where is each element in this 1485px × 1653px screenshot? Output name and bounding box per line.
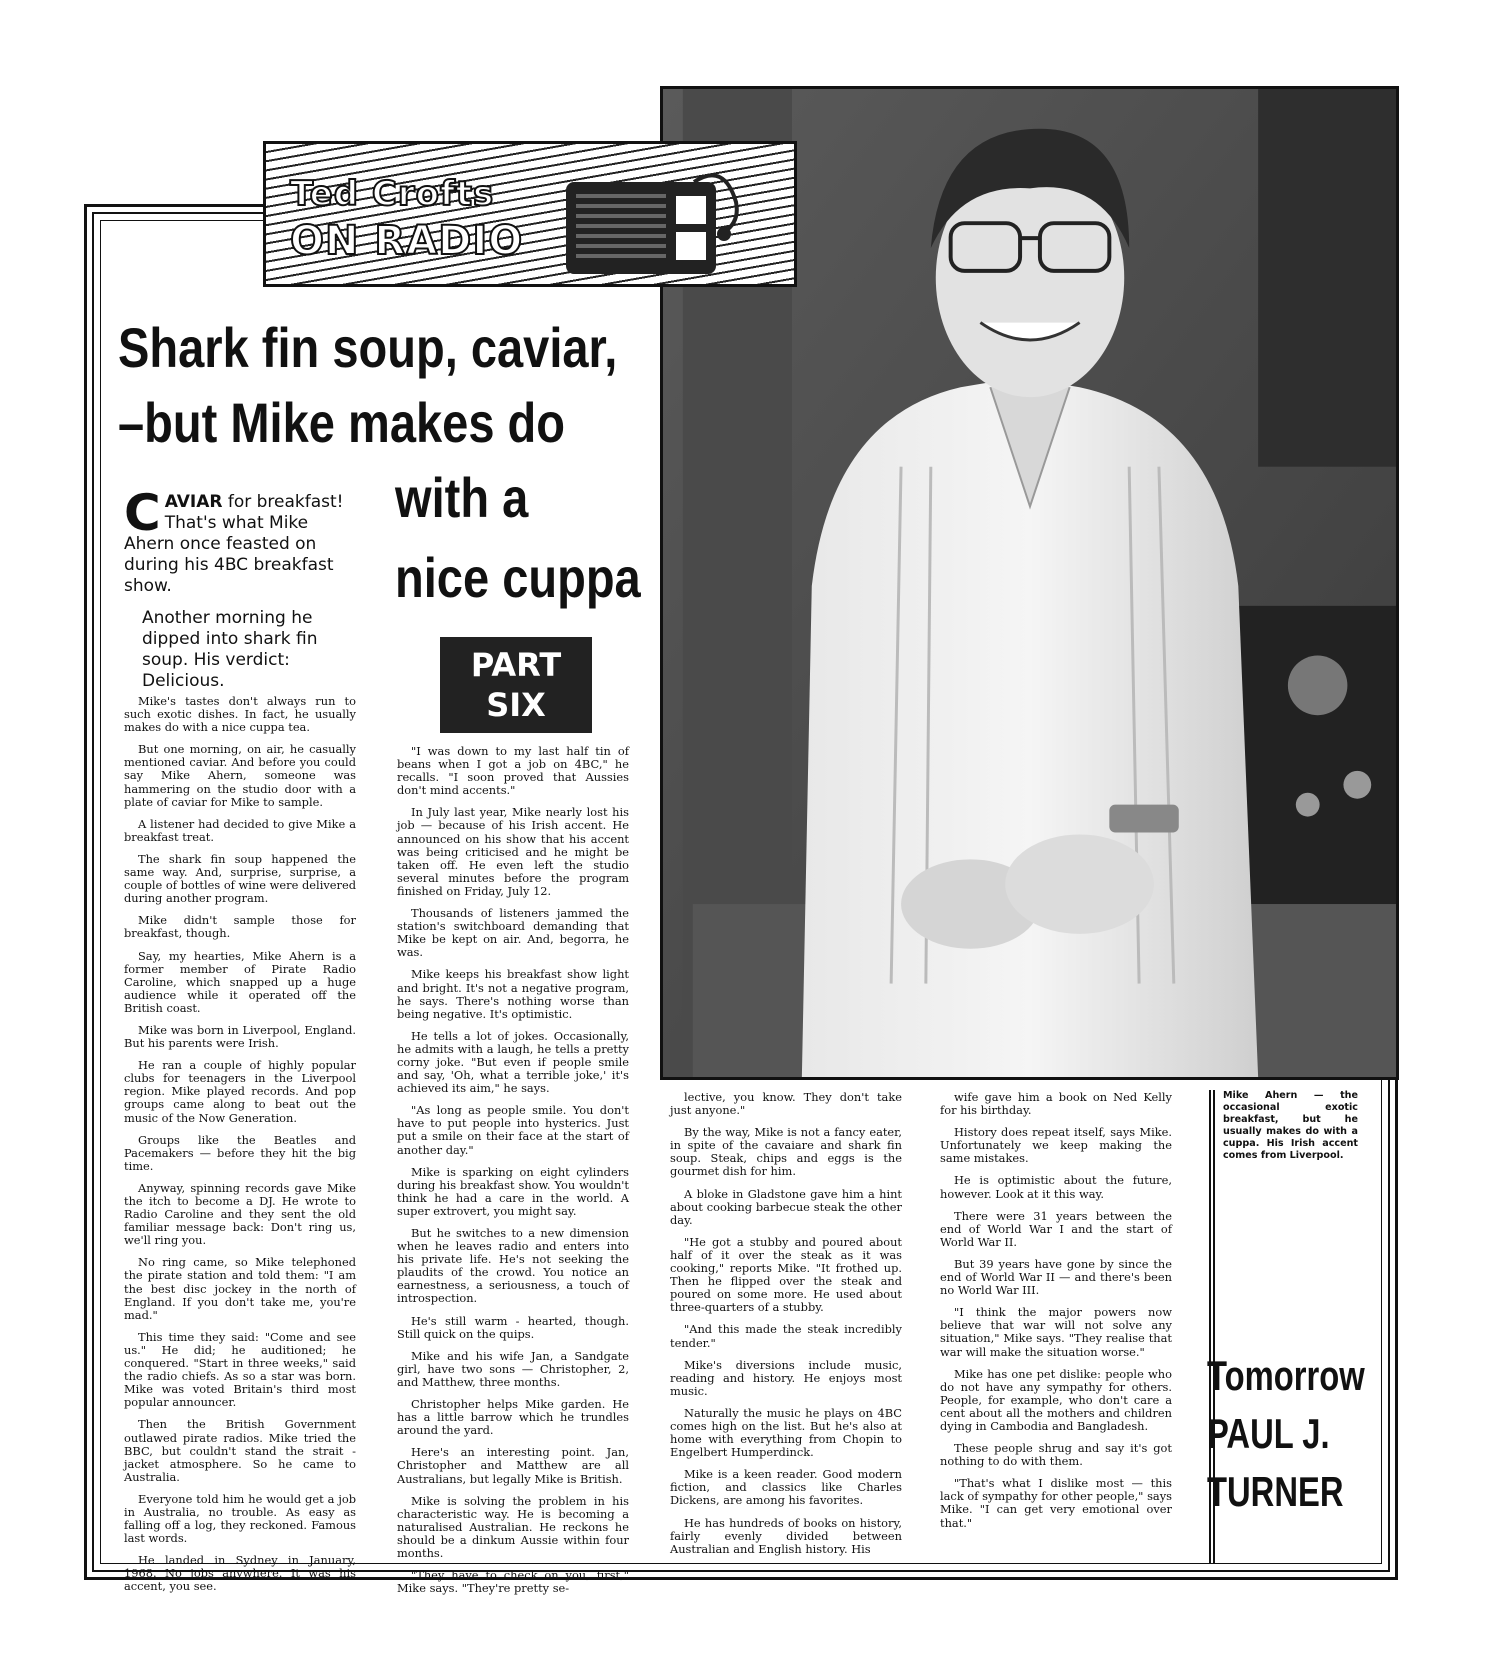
article-paragraph: "They have to check on you, first," Mike says. "They're pretty se-: [397, 1568, 629, 1596]
article-paragraph: Mike was born in Liverpool, England. But his parents were Irish.: [124, 1022, 356, 1051]
part-badge-line-2: SIX: [486, 686, 546, 724]
article-column-4: [940, 1091, 1172, 1539]
article-paragraph: "He got a stubby and poured about half of it over the steak as it was cooking," reports Mike. "It frothed up. Then he flipped over the steak and poured on some more. He used about three-quarters of a stubby.: [670, 1234, 902, 1315]
article-paragraph: wife gave him a book on Ned Kelly for his birthday.: [940, 1090, 1172, 1118]
tomorrow-line-3: TURNER: [1207, 1468, 1344, 1515]
article-paragraph: Mike didn't sample those for breakfast, though.: [124, 913, 356, 941]
article-paragraph: But one morning, on air, he casually mentioned caviar. And before you could say Mike Ahern, someone was hammering on the studio door with a plate of caviar for Mike to sample.: [124, 742, 356, 809]
article-paragraph: A listener had decided to give Mike a breakfast treat.: [124, 816, 356, 844]
article-column-1: [124, 695, 356, 1603]
article-paragraph: Here's an interesting point. Jan, Christopher and Matthew are all Australians, but legally Mike is British.: [397, 1445, 629, 1486]
article-paragraph: Then the British Government outlawed pirate radios. Mike tried the BBC, but couldn't stand the strait - jacket atmosphere. So he came to Australia.: [124, 1417, 356, 1484]
article-paragraph: Thousands of listeners jammed the station's switchboard demanding that Mike be kept on air. And, begorra, he was.: [397, 906, 629, 960]
article-paragraph: In July last year, Mike nearly lost his job — because of his Irish accent. He announced on his show that his accent was being criticised and he might be taken off. He even left the studio several minutes before the program finished on Friday, July 12.: [397, 805, 629, 898]
article-paragraph: Mike has one pet dislike: people who do not have any sympathy for others. People, for example, who don't care a cent about all the mothers and children dying in Cambodia and Bangladesh.: [940, 1366, 1172, 1433]
article-paragraph: A bloke in Gladstone gave him a hint about cooking barbecue steak the other day.: [670, 1186, 902, 1227]
part-badge-line-1: PART: [470, 646, 562, 684]
article-paragraph: He landed in Sydney in January, 1968. No jobs anywhere. It was his accent, you see.: [124, 1553, 356, 1594]
article-paragraph: Mike's tastes don't always run to such exotic dishes. In fact, he usually makes do with a nice cuppa tea.: [124, 694, 356, 735]
article-paragraph: He ran a couple of highly popular clubs for teenagers in the Liverpool region. Mike played records. And pop groups came along to beat out the music of the Now Generation.: [124, 1058, 356, 1125]
article-paragraph: He has hundreds of books on history, fairly evenly divided between Australian and English history. His: [670, 1515, 902, 1556]
article-paragraph: These people shrug and say it's got nothing to do with them.: [940, 1441, 1172, 1469]
tomorrow-line-2: PAUL J.: [1207, 1410, 1330, 1457]
headline-line-4: nice cuppa: [395, 546, 641, 609]
headline-line-1: Shark fin soup, caviar,: [118, 316, 618, 379]
article-paragraph: But he switches to a new dimension when he leaves radio and enters into his private life. He's not seeking the plaudits of the crowd. You notice an earnestness, a seriousness, a touch of introspection.: [397, 1226, 629, 1306]
article-paragraph: "I was down to my last half tin of beans when I got a job on 4BC," he recalls. "I soon proved that Aussies don't mind accents.": [397, 744, 629, 798]
article-paragraph: Everyone told him he would get a job in Australia, no trouble. As easy as falling off a log, they reckoned. Famous last words.: [124, 1491, 356, 1546]
article-paragraph: Christopher helps Mike garden. He has a little barrow which he trundles around the yard.: [397, 1397, 629, 1438]
tomorrow-line-1: Tomorrow: [1207, 1352, 1365, 1399]
drop-cap: C: [124, 484, 161, 542]
article-paragraph: There were 31 years between the end of World War I and the start of World War II.: [940, 1208, 1172, 1249]
article-paragraph: But 39 years have gone by since the end of World War II — and there's been no World War III.: [940, 1256, 1172, 1298]
column-banner: [263, 141, 797, 287]
article-paragraph: He tells a lot of jokes. Occasionally, he admits with a laugh, he tells a pretty corny joke. "But even if people smile and say, 'Oh, what a terrible joke,' it's achieved its aim," he says.: [397, 1028, 629, 1096]
article-paragraph: Mike is a keen reader. Good modern fiction, and classics like Charles Dickens, are among his favorites.: [670, 1467, 902, 1508]
banner-line-2: ON RADIO: [290, 218, 524, 264]
article-column-3: [670, 1091, 902, 1565]
article-paragraph: Groups like the Beatles and Pacemakers — before they hit the big time.: [124, 1132, 356, 1173]
article-paragraph: Mike is solving the problem in his characteristic way. He is becoming a naturalised Australian. He reckons he should be a dinkum Aussie within four months.: [397, 1493, 629, 1560]
article-paragraph: Mike keeps his breakfast show light and bright. It's not a negative program, he says. There's nothing worse than being negative. It's optimistic.: [397, 967, 629, 1021]
article-paragraph: He is optimistic about the future, however. Look at it this way.: [940, 1173, 1172, 1201]
headline-line-3: with a: [395, 466, 529, 529]
article-paragraph: By the way, Mike is not a fancy eater, in spite of the cavaiare and shark fin soup. Steak, chips and eggs is the gourmet dish for him.: [670, 1125, 902, 1179]
intro-paragraph: [124, 484, 354, 597]
article-paragraph: "And this made the steak incredibly tender.": [670, 1322, 902, 1350]
article-paragraph: Anyway, spinning records gave Mike the itch to become a DJ. He wrote to Radio Caroline and they sent the old familiar message back: Don't ring us, we'll ring you.: [124, 1180, 356, 1248]
intro-lead-rest: for breakfast! That's what Mike Ahern once feasted on during his 4BC breakfast show.: [124, 492, 344, 596]
article-paragraph: "That's what I dislike most — this lack of sympathy for other people," says Mike. "I can get very emotional over that.": [940, 1476, 1172, 1530]
headline-line-2: –but Mike makes do: [118, 391, 566, 454]
part-badge: [440, 637, 592, 733]
article-paragraph: Mike's diversions include music, reading and history. He enjoys most music.: [670, 1357, 902, 1398]
article-paragraph: Say, my hearties, Mike Ahern is a former member of Pirate Radio Caroline, which snapped up a huge audience while it operated off the British coast.: [124, 948, 356, 1015]
article-paragraph: History does repeat itself, says Mike. Unfortunately we keep making the same mistakes.: [940, 1125, 1172, 1166]
article-paragraph: "I think the major powers now believe that war will not solve any situation," Mike says. "They realise that war will make the situation worse.": [940, 1305, 1172, 1359]
article-column-2: [397, 745, 629, 1604]
article-paragraph: No ring came, so Mike telephoned the pirate station and told them: "I am the best disc jockey in the north of England. If you don't take me, you're mad.": [124, 1255, 356, 1322]
article-paragraph: This time they said: "Come and see us." He did; he auditioned; he conquered. "Start in three weeks," said the radio chiefs. As so a star was born. Mike was voted Britain's third most popular announcer.: [124, 1329, 356, 1410]
article-paragraph: "As long as people smile. You don't have to put people into hysterics. Just put a smile on their face at the start of another day.": [397, 1103, 629, 1157]
photo-caption: Mike Ahern — the occasional exotic breakfast, but he usually makes do with a cuppa. His Irish accent comes from Liverpool.: [1223, 1090, 1358, 1161]
article-paragraph: The shark fin soup happened the same way. And, surprise, surprise, a couple of bottles of wine were delivered during another program.: [124, 851, 356, 906]
intro-paragraph-2: Another morning he dipped into shark fin soup. His verdict: Delicious.: [142, 608, 318, 691]
article-paragraph: lective, you know. They don't take just anyone.": [670, 1090, 902, 1118]
transistor-radio-icon: [564, 162, 740, 278]
article-paragraph: Mike and his wife Jan, a Sandgate girl, have two sons — Christopher, 2, and Matthew, three months.: [397, 1348, 629, 1389]
banner-line-1: Ted Crofts: [290, 174, 495, 214]
article-paragraph: Naturally the music he plays on 4BC comes high on the list. But he's also at home with everything from Chopin to Engelbert Humperdinck.: [670, 1405, 902, 1460]
intro-lead-bold: AVIAR: [164, 492, 223, 512]
article-paragraph: Mike is sparking on eight cylinders during his breakfast show. You wouldn't think he had a care in the world. A super extrovert, you might say.: [397, 1164, 629, 1218]
article-paragraph: He's still warm - hearted, though. Still quick on the quips.: [397, 1313, 629, 1341]
